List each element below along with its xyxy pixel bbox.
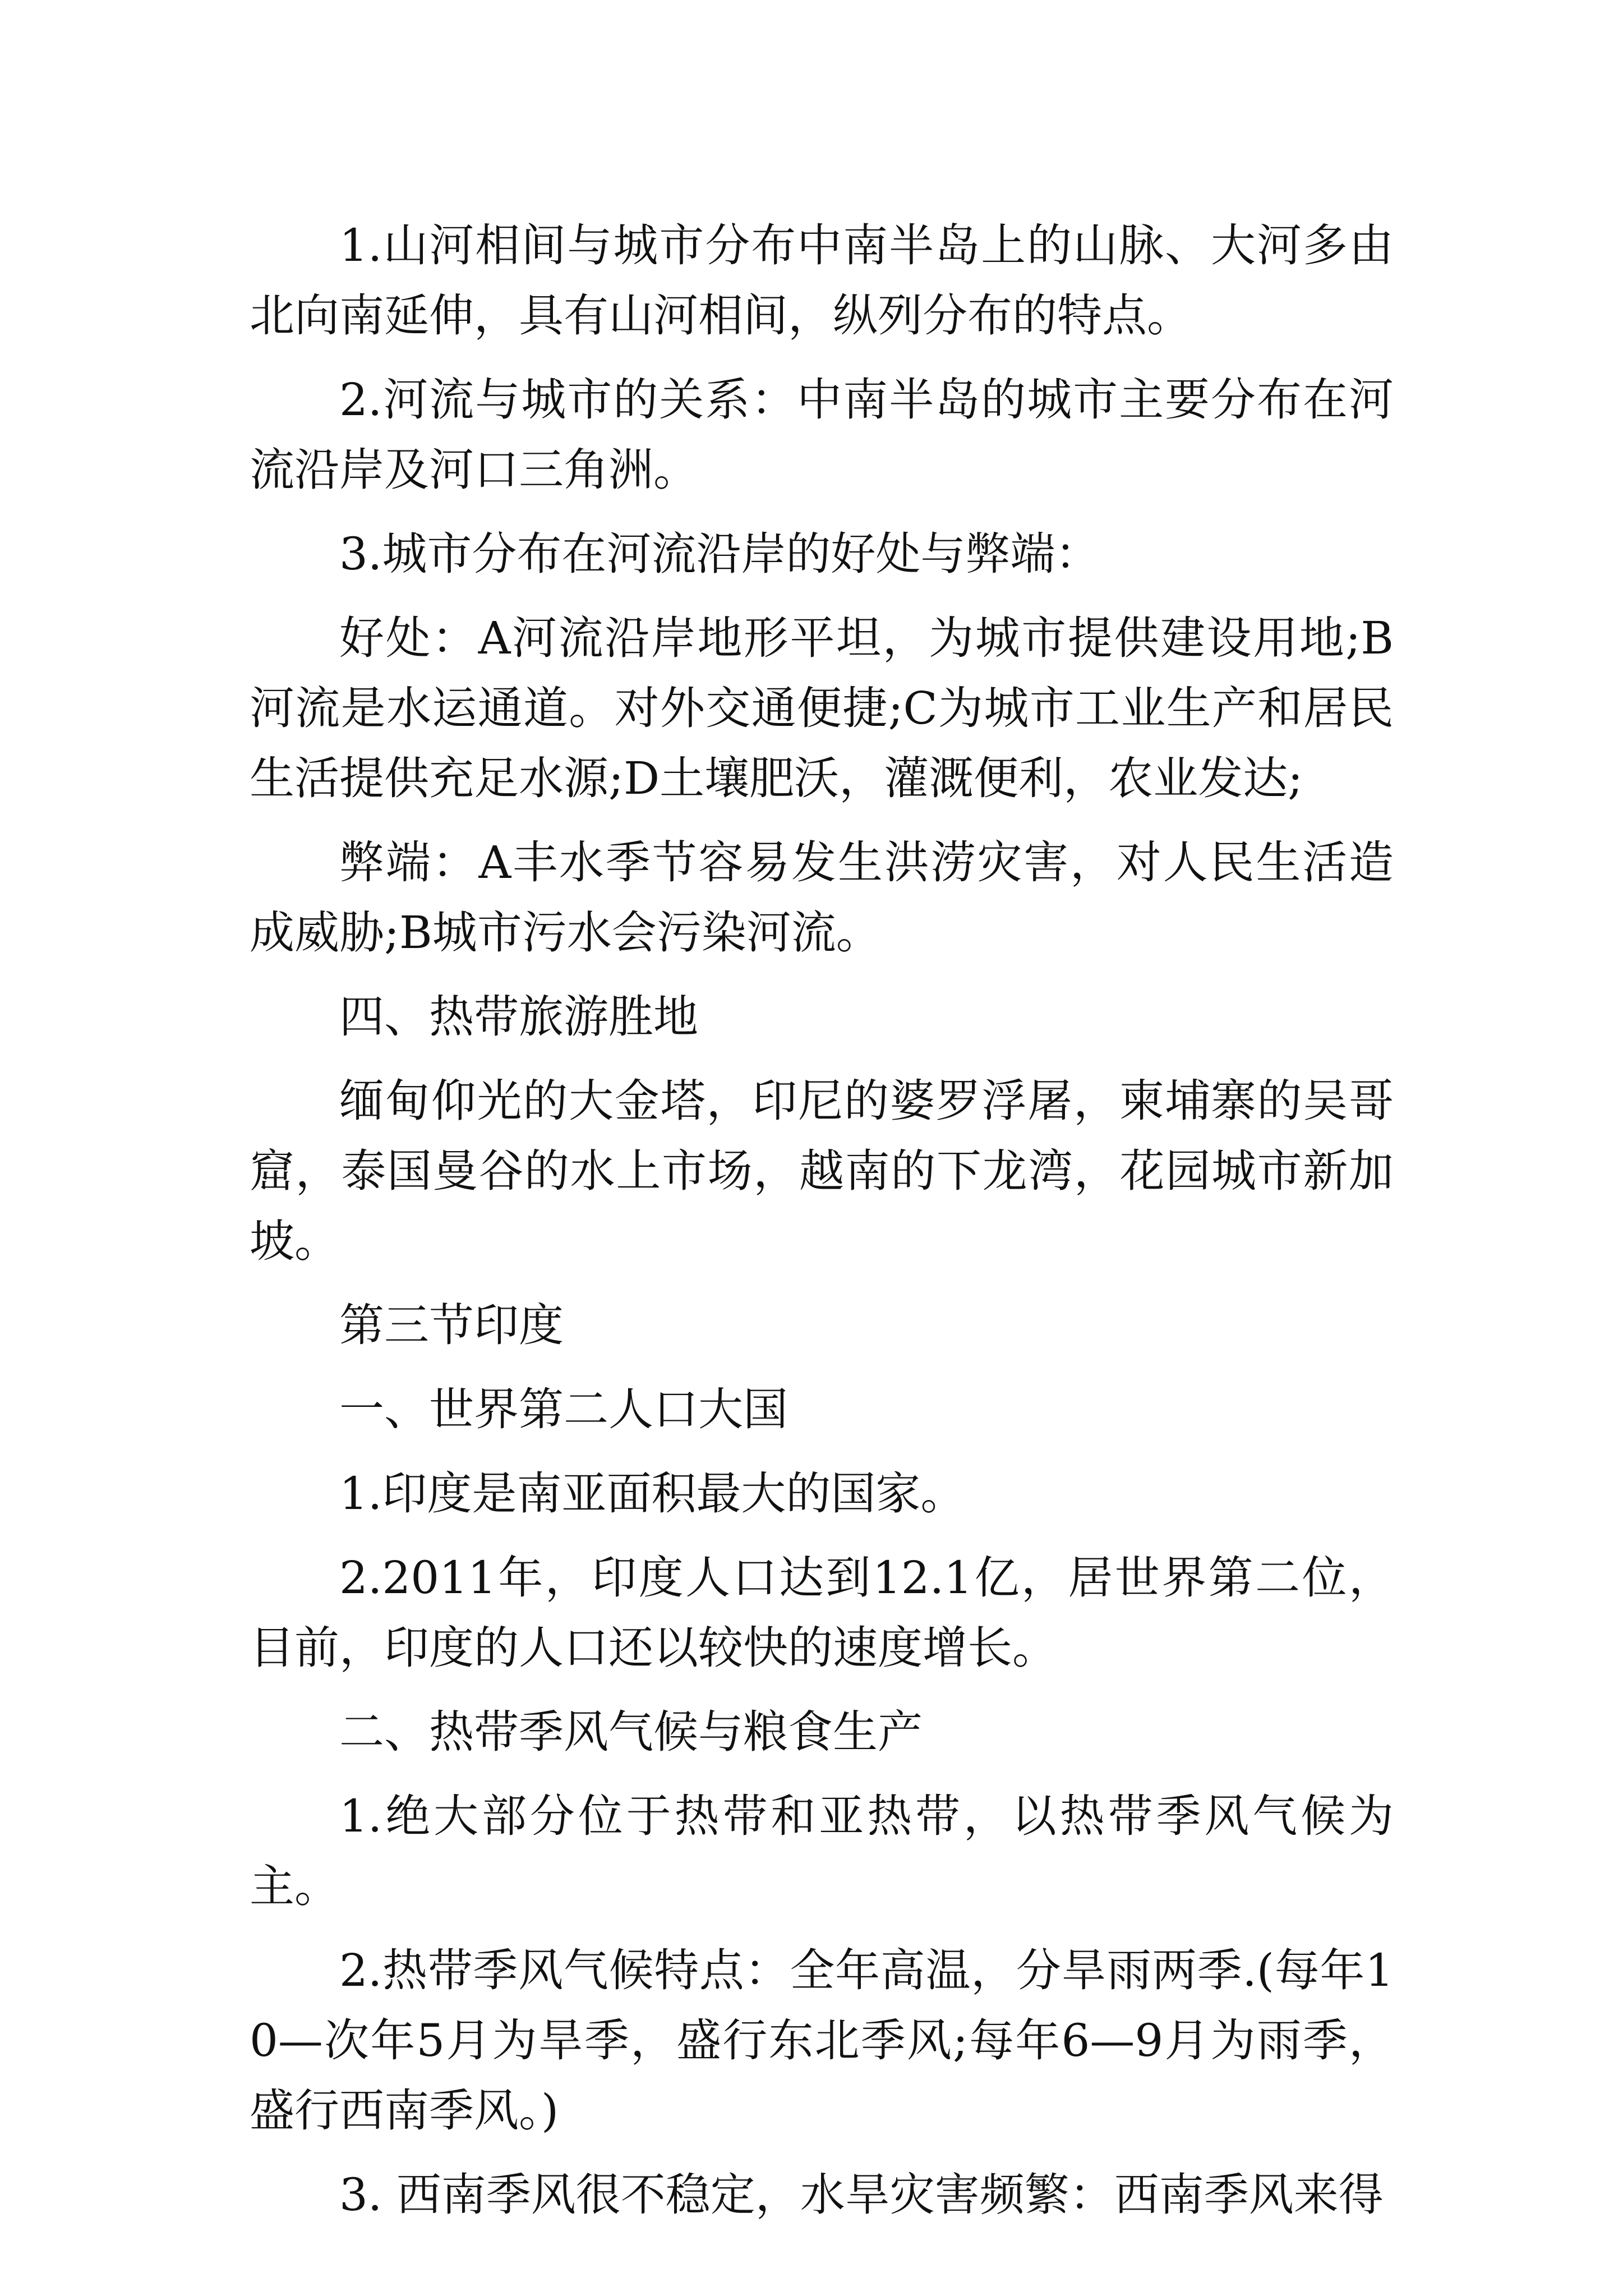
paragraph: 1.印度是南亚面积最大的国家。 bbox=[339, 1467, 966, 1520]
chapter-heading: 第三节印度 bbox=[339, 1299, 564, 1351]
document-body bbox=[250, 210, 1394, 2244]
paragraph: 2.热带季风气候特点：全年高温，分旱雨两季.(每年10—次年5月为旱季，盛行东北季风;每年6—9月为雨季，盛行西南季风。) bbox=[250, 1944, 1394, 2137]
paragraph: 1.山河相间与城市分布中南半岛上的山脉、大河多由北向南延伸，具有山河相间，纵列分布的特点。 bbox=[250, 219, 1394, 342]
paragraph: 缅甸仰光的大金塔，印尼的婆罗浮屠，柬埔寨的吴哥窟，泰国曼谷的水上市场，越南的下龙湾，花园城市新加坡。 bbox=[250, 1075, 1394, 1267]
paragraph: 好处：A河流沿岸地形平坦，为城市提供建设用地;B河流是水运通道。对外交通便捷;C为城市工业生产和居民生活提供充足水源;D土壤肥沃，灌溉便利，农业发达; bbox=[250, 612, 1394, 804]
paragraph: 1.绝大部分位于热带和亚热带，以热带季风气候为主。 bbox=[250, 1790, 1394, 1912]
paragraph: 2.2011年，印度人口达到12.1亿，居世界第二位，目前，印度的人口还以较快的速度增长。 bbox=[250, 1552, 1394, 1674]
section-heading: 二、热带季风气候与粮食生产 bbox=[339, 1706, 923, 1758]
paragraph: 弊端：A丰水季节容易发生洪涝灾害，对人民生活造成威胁;B城市污水会污染河流。 bbox=[250, 836, 1394, 959]
paragraph: 3. 西南季风很不稳定，水旱灾害频繁：西南季风来得 bbox=[339, 2169, 1384, 2221]
paragraph: 2.河流与城市的关系：中南半岛的城市主要分布在河流沿岸及河口三角洲。 bbox=[250, 374, 1394, 496]
section-heading: 四、热带旅游胜地 bbox=[339, 991, 698, 1043]
paragraph: 3.城市分布在河流沿岸的好处与弊端： bbox=[339, 528, 1100, 580]
section-heading: 一、世界第二人口大国 bbox=[339, 1383, 788, 1435]
